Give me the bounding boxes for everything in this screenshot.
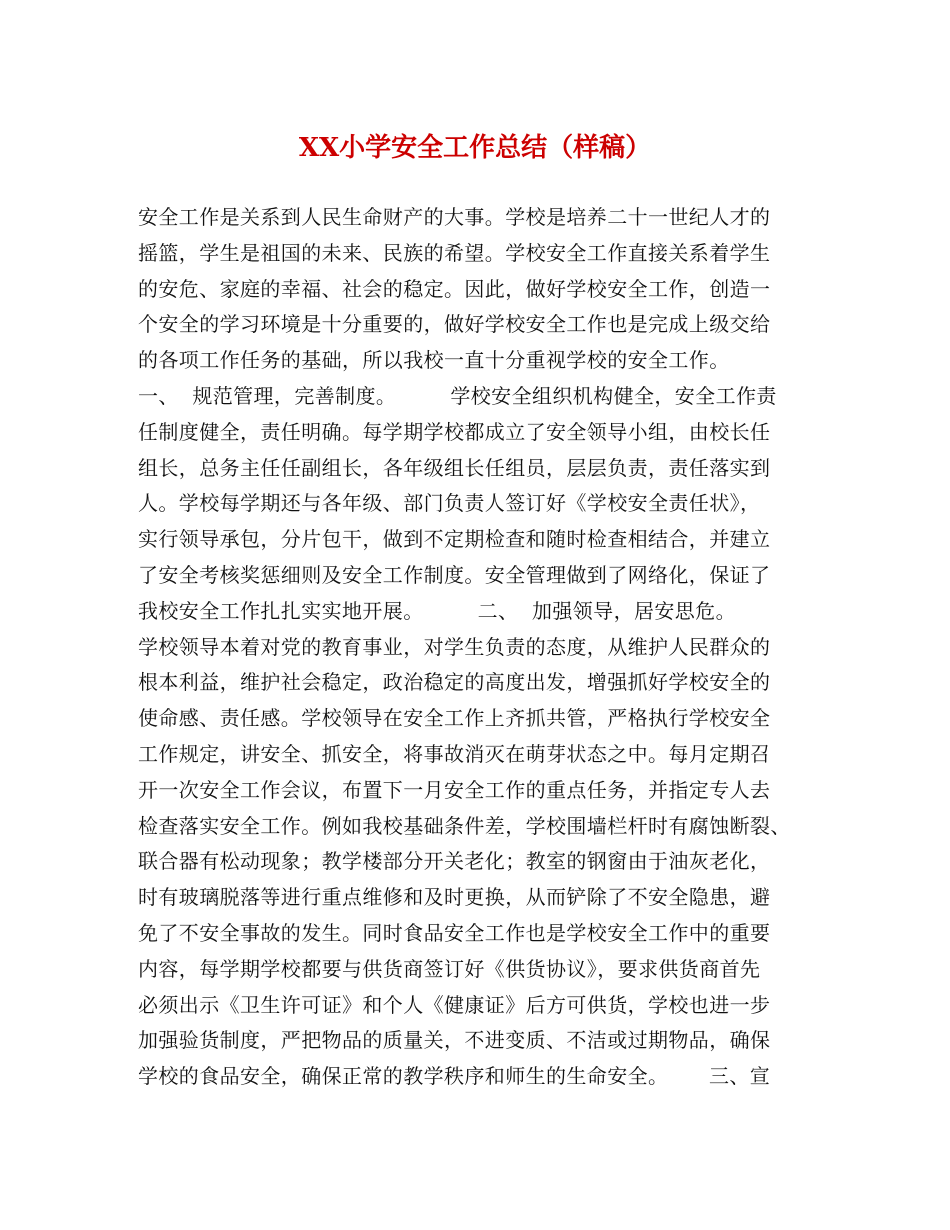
body-text-line: 内容，每学期学校都要与供货商签订好《供货协议》，要求供货商首先 xyxy=(138,956,761,981)
body-text-line: 人。学校每学期还与各年级、部门负责人签订好《学校安全责任状》， xyxy=(138,491,761,516)
body-text-line: 开一次安全工作会议，布置下一月安全工作的重点任务，并指定专人去 xyxy=(138,777,771,802)
body-text-line: 根本利益，维护社会稳定，政治稳定的高度出发，增强抓好学校安全的 xyxy=(138,670,771,695)
body-text-line: 一、 规范管理，完善制度。 学校安全组织机构健全，安全工作责 xyxy=(138,383,777,408)
body-text-line: 使命感、责任感。学校领导在安全工作上齐抓共管，严格执行学校安全 xyxy=(138,706,771,731)
body-text-line: 加强验货制度，严把物品的质量关，不进变质、不洁或过期物品，确保 xyxy=(138,1028,771,1053)
body-text-line: 的安危、家庭的幸福、社会的稳定。因此，做好学校安全工作，创造一 xyxy=(138,276,771,301)
body-text-line: 必须出示《卫生许可证》和个人《健康证》后方可供货，学校也进一步 xyxy=(138,992,771,1017)
body-text-line: 摇篮，学生是祖国的未来、民族的希望。学校安全工作直接关系着学生 xyxy=(138,240,771,265)
body-text-line: 组长，总务主任任副组长，各年级组长任组员，层层负责，责任落实到 xyxy=(138,455,771,480)
body-text-line: 检查落实安全工作。例如我校基础条件差，学校围墙栏杆时有腐蚀断裂、 xyxy=(138,813,791,838)
document-body xyxy=(138,200,828,1095)
body-text-line: 了安全考核奖惩细则及安全工作制度。安全管理做到了网络化，保证了 xyxy=(138,562,771,587)
document-title: XX小学安全工作总结（样稿） xyxy=(298,133,652,163)
body-text-line: 联合器有松动现象；教学楼部分开关老化；教室的钢窗由于油灰老化， xyxy=(138,849,771,874)
body-text-line: 个安全的学习环境是十分重要的，做好学校安全工作也是完成上级交给 xyxy=(138,312,771,337)
body-text-line: 工作规定，讲安全、抓安全，将事故消灭在萌芽状态之中。每月定期召 xyxy=(138,741,771,766)
body-text-line: 任制度健全，责任明确。每学期学校都成立了安全领导小组，由校长任 xyxy=(138,419,771,444)
body-text-line: 免了不安全事故的发生。同时食品安全工作也是学校安全工作中的重要 xyxy=(138,920,771,945)
body-text-line: 安全工作是关系到人民生命财产的大事。学校是培养二十一世纪人才的 xyxy=(138,205,771,229)
body-text-line: 我校安全工作扎扎实实地开展。 二、 加强领导，居安思危。 xyxy=(138,598,736,623)
body-text-line: 时有玻璃脱落等进行重点维修和及时更换，从而铲除了不安全隐患，避 xyxy=(138,885,771,910)
body-text-line: 学校领导本着对党的教育事业，对学生负责的态度，从维护人民群众的 xyxy=(138,634,771,659)
body-text-line: 实行领导承包，分片包干，做到不定期检查和随时检查相结合，并建立 xyxy=(138,527,771,552)
body-text-line: 的各项工作任务的基础，所以我校一直十分重视学校的安全工作。 xyxy=(138,348,730,373)
body-text-line: 学校的食品安全，确保正常的教学秩序和师生的生命安全。 三、宣 xyxy=(138,1064,771,1089)
